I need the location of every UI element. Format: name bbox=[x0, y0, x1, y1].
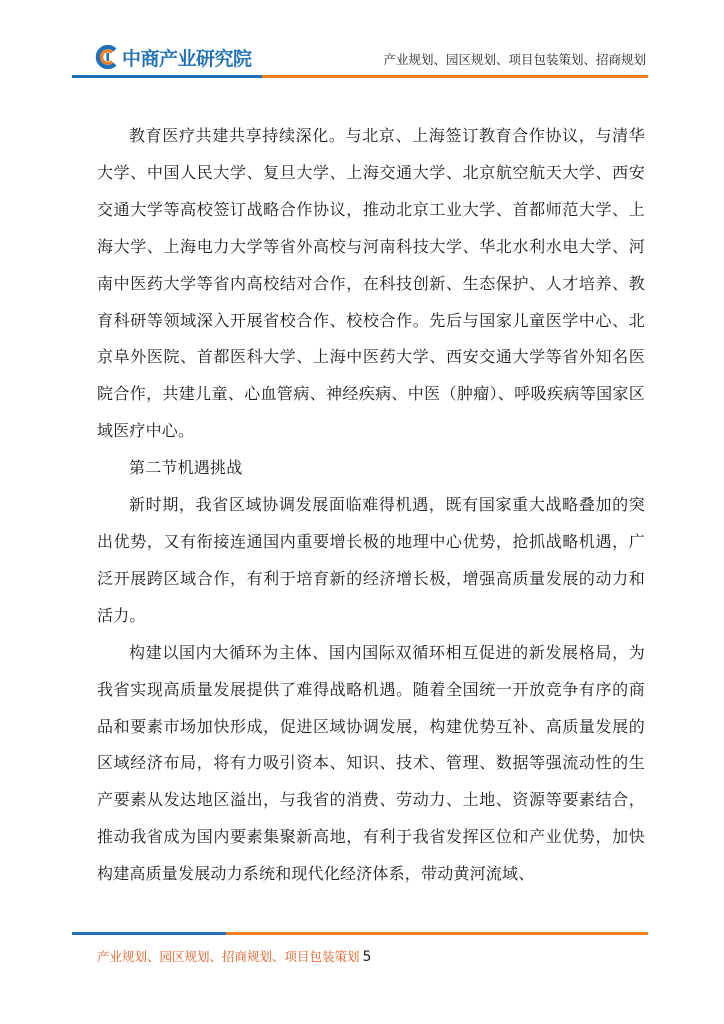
header-divider-orange bbox=[262, 75, 648, 78]
footer-tagline: 产业规划、园区规划、招商规划、项目包装策划 bbox=[97, 949, 360, 964]
header-divider-blue bbox=[72, 75, 262, 78]
page-header bbox=[0, 0, 724, 82]
section-heading: 第二节机遇挑战 bbox=[129, 458, 243, 478]
page-number: 5 bbox=[362, 949, 372, 965]
page-footer bbox=[97, 947, 371, 965]
document-body bbox=[97, 118, 645, 893]
paragraph-education-medical: 教育医疗共建共享持续深化。与北京、上海签订教育合作协议，与清华大学、中国人民大学、复旦大学、上海交通大学、北京航空航天大学、西安交通大学等高校签订战略合作协议，推动北京工业大学、首都师范大学、上海大学、上海电力大学等省外高校与河南科技大学、华北水利水电大学、河南中医药大学等省内高校结对合作，在科技创新、生态保护、人才培养、教育科研等领域深入开展省校合作、校校合作。先后与国家儿童医学中心、北京阜外医院、首都医科大学、上海中医药大学、西安交通大学等省外知名医院合作，共建儿童、心血管病、神经疾病、中医（肿瘤）、呼吸疾病等国家区域医疗中心。 bbox=[97, 126, 645, 441]
footer-divider-blue bbox=[72, 932, 226, 935]
paragraph-new-era-opportunities: 新时期，我省区域协调发展面临难得机遇，既有国家重大战略叠加的突出优势，又有衔接连通国内重要增长极的地理中心优势，抢抓战略机遇，广泛开展跨区域合作，有利于培育新的经济增长极，增强高质量发展的动力和活力。 bbox=[97, 495, 645, 625]
company-logo bbox=[95, 44, 252, 70]
company-logo-text: 中商产业研究院 bbox=[122, 47, 252, 70]
footer-divider-orange bbox=[226, 932, 648, 935]
header-tagline: 产业规划、园区规划、项目包装策划、招商规划 bbox=[383, 52, 646, 67]
paragraph-dual-circulation: 构建以国内大循环为主体、国内国际双循环相互促进的新发展格局，为我省实现高质量发展提供了难得战略机遇。随着全国统一开放竞争有序的商品和要素市场加快形成，促进区域协调发展，构建优势互补、高质量发展的区域经济布局，将有力吸引资本、知识、技术、管理、数据等强流动性的生产要素从发达地区溢出，与我省的消费、劳动力、土地、资源等要素结合，推动我省成为国内要素集聚新高地，有利于我省发挥区位和产业优势，加快构建高质量发展动力系统和现代化经济体系，带动黄河流域、 bbox=[97, 642, 645, 884]
company-logo-icon bbox=[95, 45, 119, 69]
